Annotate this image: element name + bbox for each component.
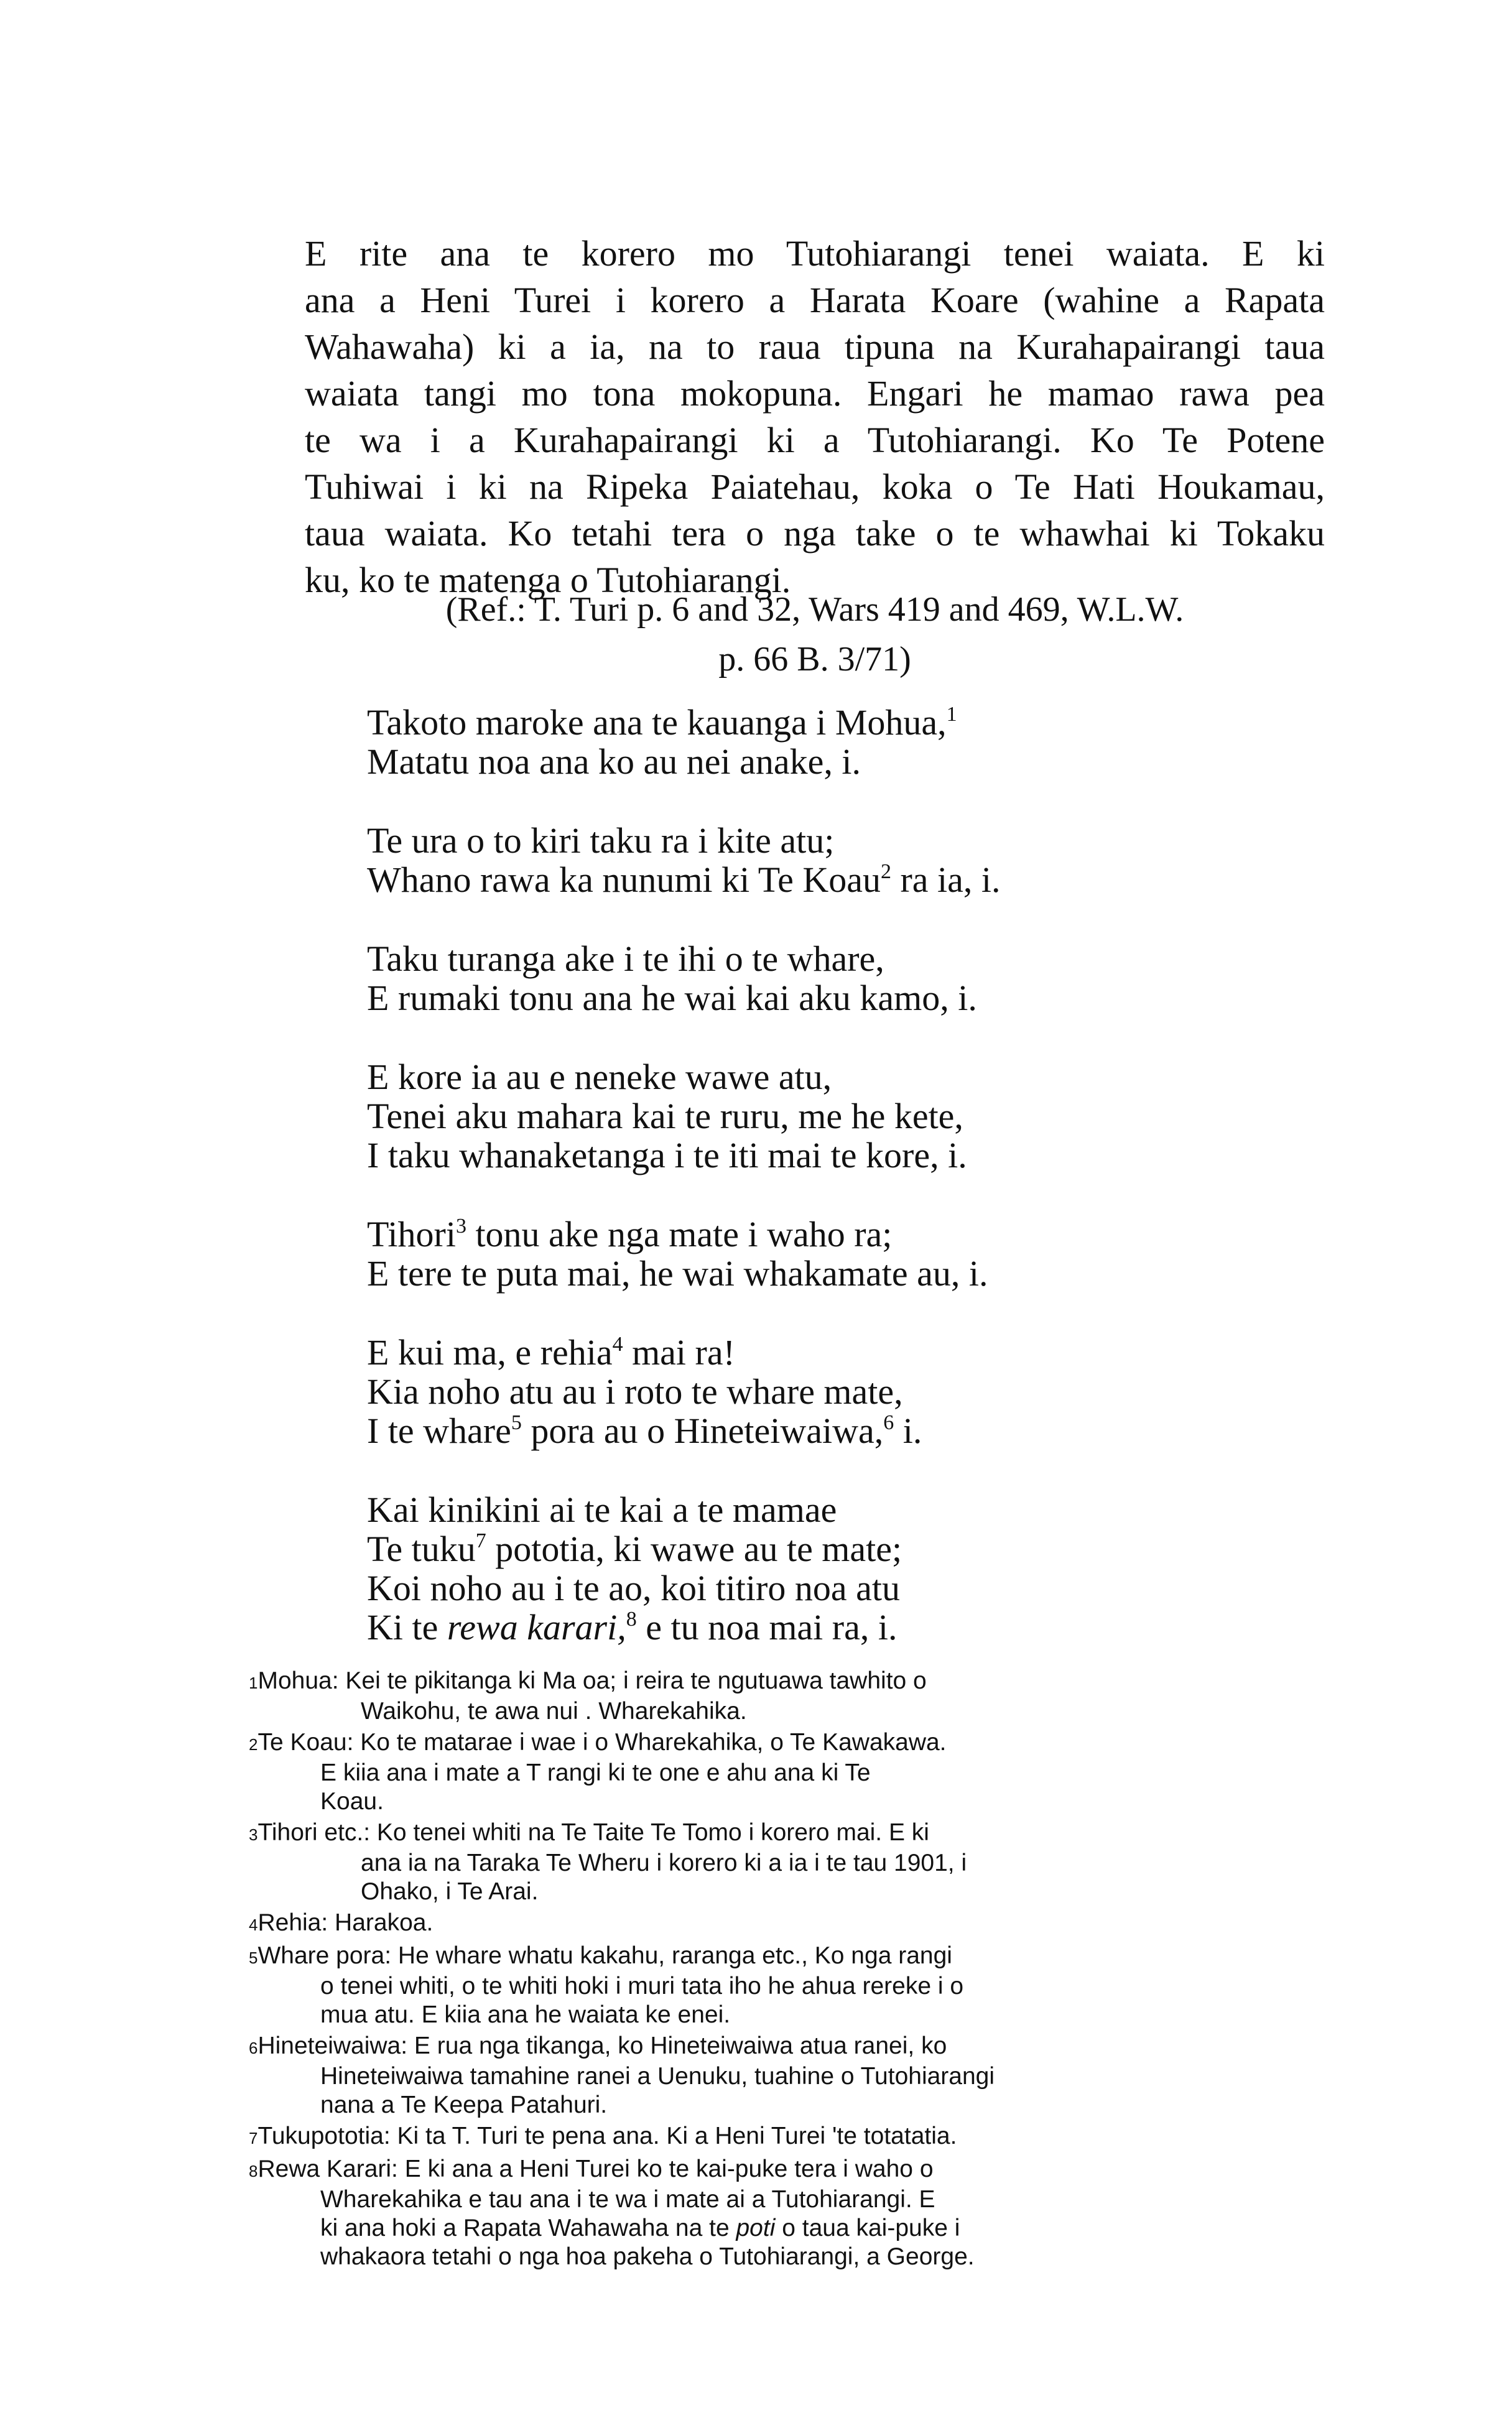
footnote-4 <box>249 1909 1331 1939</box>
verse-line <box>367 1215 1362 1254</box>
footnote-line: E kiia ana i mate a T rangi ki te one e ahu ana ki Te <box>320 1759 871 1786</box>
footnote-text: o taua kai-puke i <box>775 2215 960 2241</box>
footnote-line <box>249 2155 1331 2185</box>
verse-text: Te tuku <box>367 1529 476 1569</box>
footnote-text: Tukupototia: Ki ta T. Turi te pena ana. Ki a Heni Turei 'te totatatia. <box>257 2123 957 2149</box>
footnote-text: Whare pora: He whare whatu kakahu, raranga etc., Ko nga rangi <box>257 1942 952 1969</box>
verse-text: pora au o Hineteiwaiwa, <box>521 1411 884 1451</box>
stanza-2 <box>367 821 1362 899</box>
footnote-number: 5 <box>249 1948 258 1967</box>
verse-line <box>367 1529 1362 1568</box>
verse-line: Matatu noa ana ko au nei anake, i. <box>367 741 861 782</box>
verse-text: tonu ake nga mate i waho ra; <box>466 1214 893 1254</box>
verse-line <box>367 703 1362 742</box>
verse-line: E tere te puta mai, he wai whakamate au, i. <box>367 1253 988 1294</box>
verse-text: mai ra! <box>623 1332 735 1373</box>
verse-line <box>367 860 1362 899</box>
intro-line: ku, ko te matenga o Tutohiarangi. <box>305 560 791 600</box>
stanza-4 <box>367 1057 1362 1175</box>
verse-line: E rumaki tonu ana he wai kai aku kamo, i. <box>367 978 977 1018</box>
verse-line: Kia noho atu au i roto te whare mate, <box>367 1371 903 1412</box>
footnote-text: Hineteiwaiwa: E rua nga tikanga, ko Hineteiwaiwa atua ranei, ko <box>257 2032 947 2059</box>
stanza-1 <box>367 703 1362 781</box>
verse-line: Taku turanga ake i te ihi o te whare, <box>367 938 884 979</box>
verse-text: E kui ma, e rehia <box>367 1332 613 1373</box>
intro-line: ana a Heni Turei i korero a Harata Koare (wahine a Rapata <box>305 280 1325 320</box>
verse-line: Kai kinikini ai te kai a te mamae <box>367 1490 837 1530</box>
verse-text: i. <box>894 1411 922 1451</box>
italic-term: rewa karari, <box>447 1607 626 1647</box>
verse-line <box>367 1411 1362 1450</box>
footnote-line <box>249 2032 1331 2062</box>
footnote-marker: 5 <box>511 1411 522 1434</box>
stanza-7 <box>367 1490 1362 1647</box>
stanza-3 <box>367 939 1362 1017</box>
footnote-3 <box>249 1819 1331 1906</box>
stanza-5 <box>367 1215 1362 1293</box>
stanza-6 <box>367 1333 1362 1450</box>
footnote-text: Rewa Karari: E ki ana a Heni Turei ko te kai-puke tera i waho o <box>257 2156 934 2182</box>
intro-line: Wahawaha) ki a ia, na to raua tipuna na Kurahapairangi taua <box>305 327 1325 367</box>
footnote-line <box>249 1728 1331 1759</box>
intro-line: te wa i a Kurahapairangi ki a Tutohiarangi. Ko Te Potene <box>305 420 1325 460</box>
footnote-line: Wharekahika e tau ana i te wa i mate ai a Tutohiarangi. E <box>320 2186 935 2213</box>
footnote-number: 4 <box>249 1916 258 1934</box>
footnotes <box>249 1667 1331 2274</box>
verse-line <box>367 1608 1362 1647</box>
footnote-line <box>249 2214 1331 2243</box>
footnote-8 <box>249 2155 1331 2271</box>
footnote-line: whakaora tetahi o nga hoa pakeha o Tutohiarangi, a George. <box>320 2243 975 2270</box>
footnote-marker: 6 <box>883 1411 894 1434</box>
verse-line: Koi noho au i te ao, koi titiro noa atu <box>367 1568 900 1608</box>
footnote-7 <box>249 2122 1331 2152</box>
footnote-line: ana ia na Taraka Te Wheru i korero ki a ia i te tau 1901, i <box>361 1850 967 1876</box>
footnote-line: mua atu. E kiia ana he waiata ke enei. <box>320 2001 731 2028</box>
verse-text: I te whare <box>367 1411 511 1451</box>
footnote-line <box>249 1909 1331 1939</box>
footnote-marker: 7 <box>475 1529 486 1552</box>
footnote-line <box>249 1667 1331 1697</box>
footnote-number: 1 <box>249 1674 258 1692</box>
footnote-5 <box>249 1942 1331 2029</box>
verse-line <box>367 1333 1362 1372</box>
footnote-6 <box>249 2032 1331 2120</box>
verse-line: Te ura o to kiri taku ra i kite atu; <box>367 820 835 861</box>
footnote-line: o tenei whiti, o te whiti hoki i muri tata iho he ahua rereke i o <box>320 1973 964 1999</box>
footnote-marker: 4 <box>612 1333 623 1356</box>
verse-line: E kore ia au e neneke wawe atu, <box>367 1057 832 1097</box>
footnote-number: 7 <box>249 2129 258 2148</box>
reference-line: (Ref.: T. Turi p. 6 and 32, Wars 419 and 469, W.L.W. <box>445 590 1184 629</box>
footnote-number: 3 <box>249 1825 258 1844</box>
footnote-line <box>249 1942 1331 1972</box>
verse-text: ra ia, i. <box>891 860 1001 900</box>
footnote-line: Waikohu, te awa nui . Wharekahika. <box>361 1698 747 1725</box>
verse-text: e tu noa mai ra, i. <box>636 1607 897 1647</box>
intro-paragraph <box>305 230 1325 603</box>
footnote-line: Hineteiwaiwa tamahine ranei a Uenuku, tuahine o Tutohiarangi <box>320 2063 995 2090</box>
footnote-text: Rehia: Harakoa. <box>257 1909 434 1936</box>
footnote-line: Ohako, i Te Arai. <box>361 1878 539 1905</box>
verse-line: Tenei aku mahara kai te ruru, me he kete, <box>367 1096 963 1136</box>
footnote-1 <box>249 1667 1331 1726</box>
waiata-poem <box>367 703 1362 1687</box>
intro-line: waiata tangi mo tona mokopuna. Engari he mamao rawa pea <box>305 373 1325 414</box>
footnote-text: ki ana hoki a Rapata Wahawaha na te <box>320 2215 736 2241</box>
reference-line: p. 66 B. 3/71) <box>718 640 911 679</box>
intro-line: Tuhiwai i ki na Ripeka Paiatehau, koka o Te Hati Houkamau, <box>305 466 1325 507</box>
verse-text: Tihori <box>367 1214 456 1254</box>
footnote-line <box>249 1819 1331 1849</box>
footnote-number: 8 <box>249 2162 258 2180</box>
footnote-2 <box>249 1728 1331 1816</box>
footnote-number: 2 <box>249 1735 258 1754</box>
verse-text: Ki te <box>367 1607 447 1647</box>
footnote-line <box>249 2122 1331 2152</box>
verse-text: pototia, ki wawe au te mate; <box>486 1529 902 1569</box>
footnote-line: Koau. <box>320 1788 384 1815</box>
footnote-number: 6 <box>249 2039 258 2057</box>
intro-line: E rite ana te korero mo Tutohiarangi tenei waiata. E ki <box>305 233 1325 274</box>
footnote-marker: 8 <box>626 1608 637 1631</box>
italic-term: poti <box>736 2215 776 2241</box>
verse-text: Takoto maroke ana te kauanga i Mohua, <box>367 702 947 743</box>
footnote-text: Tihori etc.: Ko tenei whiti na Te Taite Te Tomo i korero mai. E ki <box>257 1819 929 1846</box>
footnote-text: Te Koau: Ko te matarae i wae i o Wharekahika, o Te Kawakawa. <box>257 1729 947 1756</box>
verse-text: Whano rawa ka nunumi ki Te Koau <box>367 860 881 900</box>
footnote-text: Mohua: Kei te pikitanga ki Ma oa; i reira te ngutuawa tawhito o <box>257 1667 927 1694</box>
footnote-marker: 3 <box>455 1215 466 1238</box>
intro-line: taua waiata. Ko tetahi tera o nga take o te whawhai ki Tokaku <box>305 513 1325 554</box>
verse-line: I taku whanaketanga i te iti mai te kore, i. <box>367 1135 967 1175</box>
footnote-marker: 1 <box>946 703 957 726</box>
footnote-marker: 2 <box>880 860 891 883</box>
footnote-line: nana a Te Keepa Patahuri. <box>320 2092 608 2118</box>
reference-citation <box>305 585 1325 684</box>
